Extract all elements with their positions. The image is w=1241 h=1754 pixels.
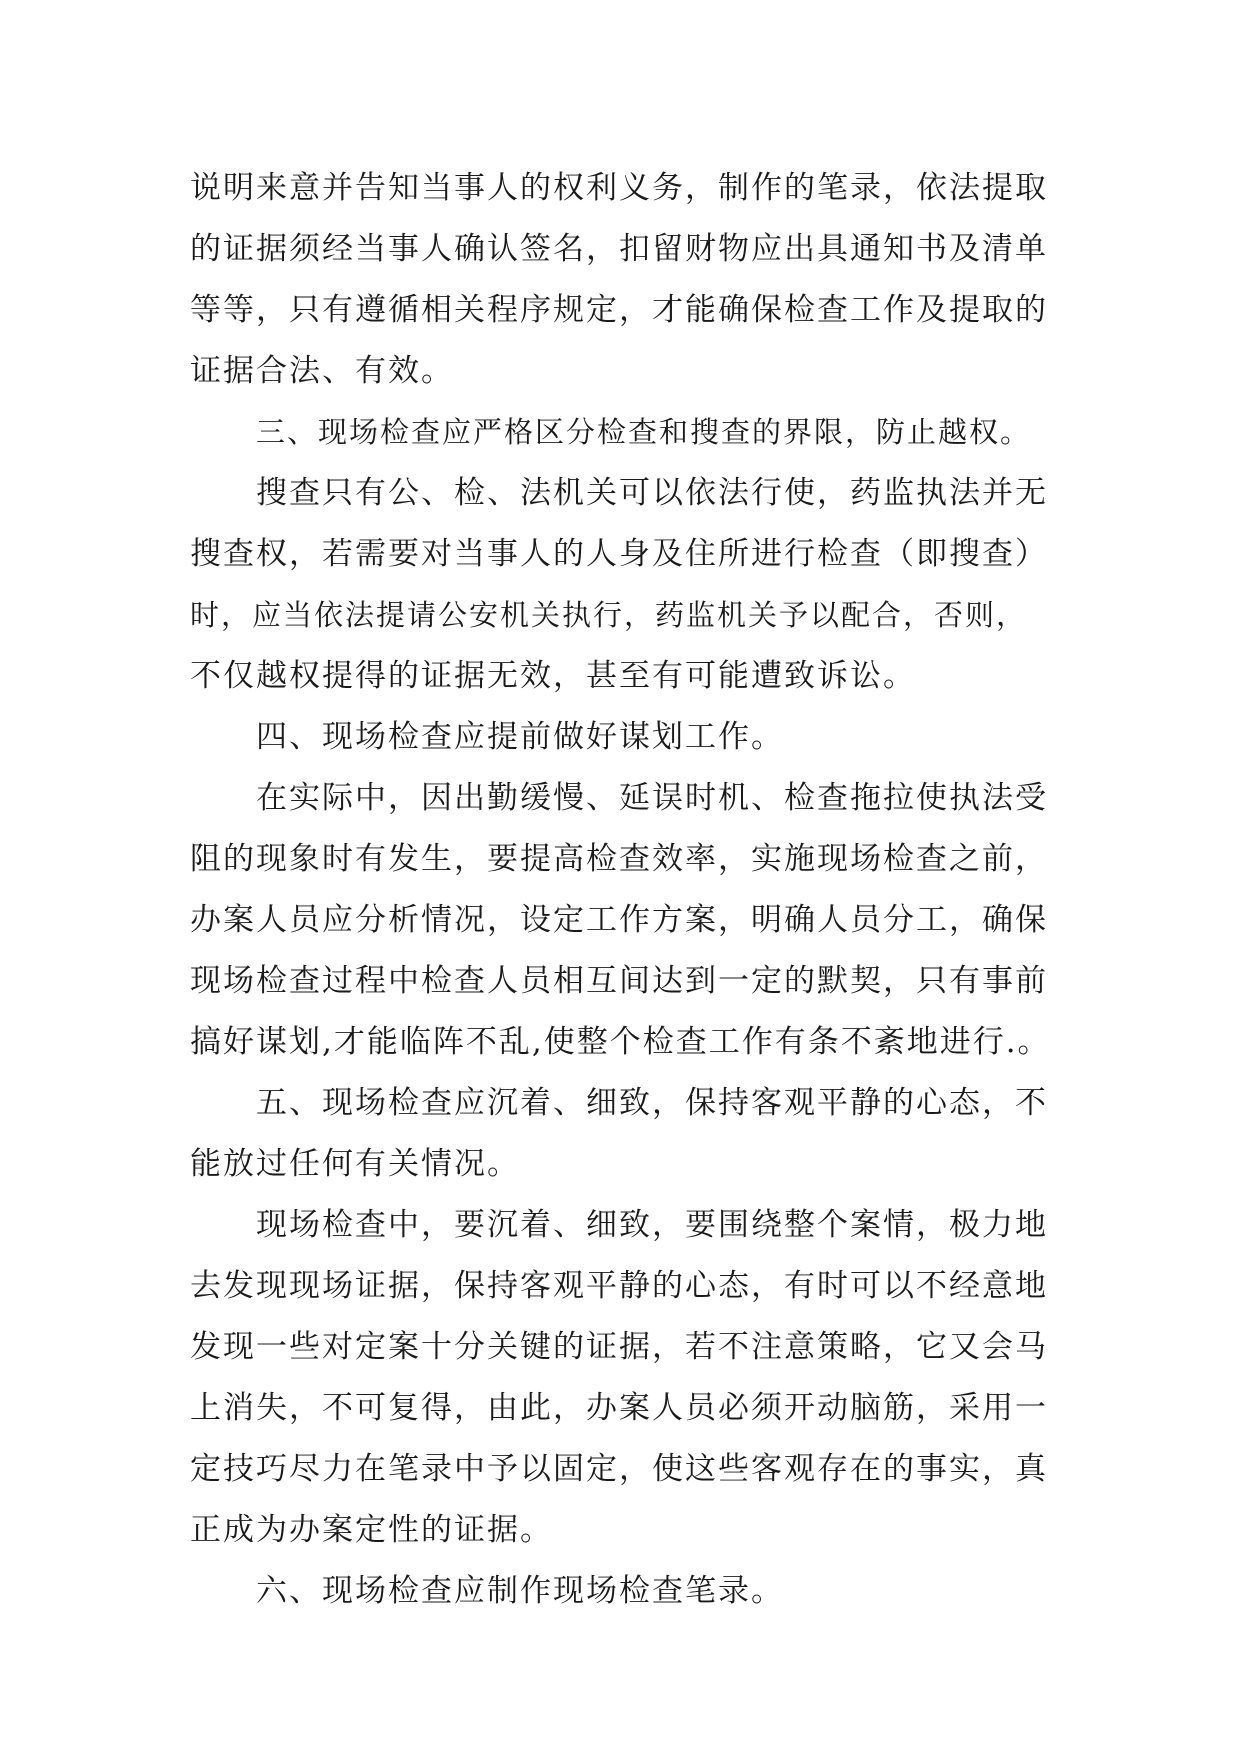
text-line: 搜查只有公、检、法机关可以依法行使，药监执法并无 — [256, 475, 1048, 511]
section-heading-5: 五、现场检查应沉着、细致，保持客观平静的心态，不 — [256, 1085, 1048, 1121]
text-line: 的证据须经当事人确认签名，扣留财物应出具通知书及清单 — [190, 231, 1048, 267]
text-line: 现场检查过程中检查人员相互间达到一定的默契，只有事前 — [190, 963, 1048, 999]
text-line: 现场检查中，要沉着、细致，要围绕整个案情，极力地 — [256, 1207, 1048, 1243]
text-line: 办案人员应分析情况，设定工作方案，明确人员分工，确保 — [190, 902, 1048, 938]
text-line: 不仅越权提得的证据无效，甚至有可能遭致诉讼。 — [190, 658, 916, 694]
text-line: 证据合法、有效。 — [190, 353, 454, 389]
text-line: 定技巧尽力在笔录中予以固定，使这些客观存在的事实，真 — [190, 1451, 1048, 1487]
text-line: 阻的现象时有发生，要提高检查效率，实施现场检查之前， — [190, 841, 1048, 877]
text-line: 说明来意并告知当事人的权利义务，制作的笔录，依法提取 — [190, 170, 1048, 206]
section-heading-4: 四、现场检查应提前做好谋划工作。 — [256, 719, 784, 755]
text-line: 去发现现场证据，保持客观平静的心态，有时可以不经意地 — [190, 1268, 1048, 1304]
text-line: 搞好谋划,才能临阵不乱,使整个检查工作有条不紊地进行.。 — [190, 1024, 1051, 1060]
text-line: 搜查权，若需要对当事人的人身及住所进行检查（即搜查） — [190, 536, 1048, 572]
section-heading-6: 六、现场检查应制作现场检查笔录。 — [256, 1573, 784, 1609]
text-line: 在实际中，因出勤缓慢、延误时机、检查拖拉使执法受 — [256, 780, 1048, 816]
text-line: 上消失，不可复得，由此，办案人员必须开动脑筋，采用一 — [190, 1390, 1048, 1426]
text-line: 发现一些对定案十分关键的证据，若不注意策略，它又会马 — [190, 1329, 1048, 1365]
text-line: 时，应当依法提请公安机关执行，药监机关予以配合，否则， — [190, 598, 1028, 632]
text-line: 能放过任何有关情况。 — [190, 1146, 520, 1182]
section-heading-3: 三、现场检查应严格区分检查和搜查的界限，防止越权。 — [256, 415, 1032, 449]
text-line: 正成为办案定性的证据。 — [190, 1512, 553, 1548]
text-line: 等等，只有遵循相关程序规定，才能确保检查工作及提取的 — [190, 292, 1048, 328]
document-body — [190, 158, 1052, 1622]
